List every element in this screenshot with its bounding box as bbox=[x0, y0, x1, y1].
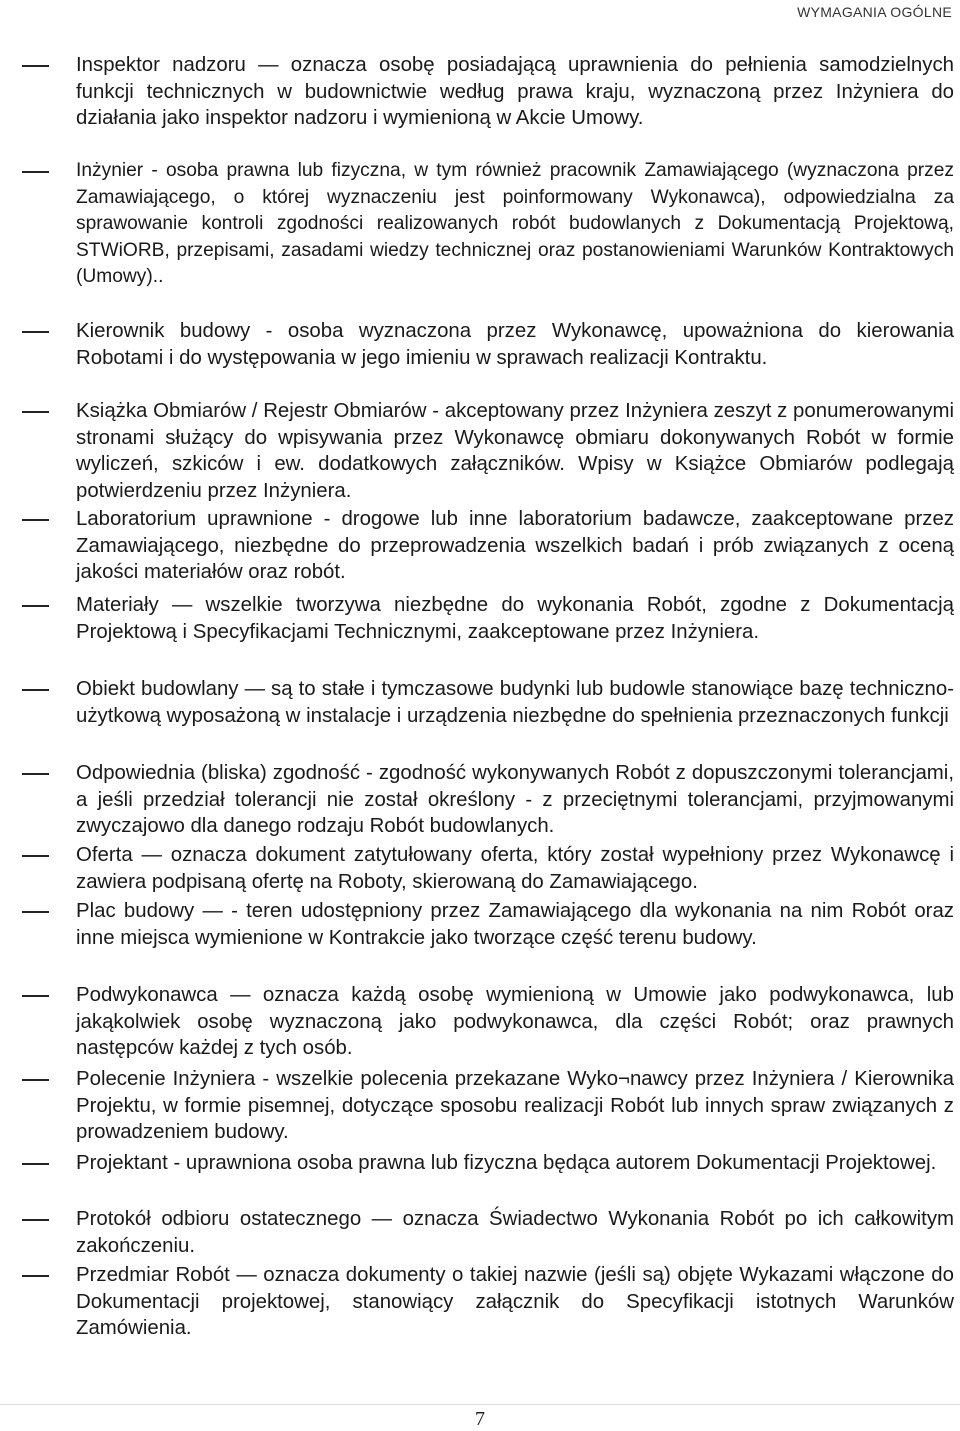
definition-text: Protokół odbioru ostatecznego — oznacza Świadectwo Wykonania Robót po ich całkowitym zakończeniu. bbox=[76, 1208, 954, 1257]
definition-text: Przedmiar Robót — oznacza dokumenty o takiej nazwie (jeśli są) objęte Wykazami włączone do Dokumentacji projektowej, stanowiący załącznik do Specyfikacji istotnych Warunków Zamówienia. bbox=[76, 1264, 954, 1339]
definition-text: Odpowiednia (bliska) zgodność - zgodność wykonywanych Robót z dopuszczonymi tolerancjami, a jeśli przedział tolerancji nie został określony - z przeciętnymi tolerancjami, przyjmowanymi zwyczajowo dla danego rodzaju Robót budowlanych. bbox=[76, 762, 954, 837]
definition-item bbox=[22, 1150, 954, 1206]
dash-bullet bbox=[22, 605, 49, 607]
definition-item bbox=[22, 982, 954, 1066]
definition-text: Kierownik budowy - osoba wyznaczona przez Wykonawcę, upoważniona do kierowania Robotami i do występowania w jego imieniu w sprawach realizacji Kontraktu. bbox=[76, 320, 954, 369]
definition-item bbox=[22, 592, 954, 676]
dash-bullet bbox=[22, 689, 49, 691]
definition-item bbox=[22, 318, 954, 398]
definition-text: Polecenie Inżyniera - wszelkie polecenia przekazane Wyko¬nawcy przez Inżyniera / Kierownika Projektu, w formie pisemnej, dotyczące sposobu realizacji Robót lub innych spraw związanych z prowadzeniem budowy. bbox=[76, 1068, 954, 1143]
definition-item bbox=[22, 760, 954, 842]
definition-text: Inżynier - osoba prawna lub fizyczna, w tym również pracownik Zamawiającego (wyznaczona przez Zamawiającego, o której wyznaczeniu jest poinformowany Wykonawca), odpowiedzialna za sprawowanie kontroli zgodności realizowanych robót budowlanych z Dokumentacją Projektową, STWiORB, przepisami, zasadami wiedzy technicznej oraz postanowieniami Warunków Kontraktowych (Umowy).. bbox=[76, 160, 954, 287]
definition-item bbox=[22, 1206, 954, 1262]
definition-text: Obiekt budowlany — są to stałe i tymczasowe budynki lub budowle stanowiące bazę techniczno-użytkową wyposażoną w instalacje i urządzenia niezbędne do spełnienia przeznaczonych funkcji bbox=[76, 678, 954, 727]
dash-bullet bbox=[22, 331, 49, 333]
definition-text: Podwykonawca — oznacza każdą osobę wymienioną w Umowie jako podwykonawca, lub jakąkolwiek osobę wyznaczoną jako podwykonawca, dla części Robót; oraz prawnych następców każdej z tych osób. bbox=[76, 984, 954, 1059]
dash-bullet bbox=[22, 995, 49, 997]
definition-item bbox=[22, 898, 954, 982]
definition-item bbox=[22, 52, 954, 158]
dash-bullet bbox=[22, 411, 49, 413]
definition-item bbox=[22, 158, 954, 318]
definition-text: Inspektor nadzoru — oznacza osobę posiadającą uprawnienia do pełnienia samodzielnych funkcji technicznych w budownictwie według prawa kraju, wyznaczoną przez Inżyniera do działania jako inspektor nadzoru i wymienioną w Akcie Umowy. bbox=[76, 54, 954, 129]
footer-divider bbox=[0, 1404, 960, 1405]
definition-item bbox=[22, 1262, 954, 1346]
definition-text: Projektant - uprawniona osoba prawna lub fizyczna będąca autorem Dokumentacji Projektowej. bbox=[76, 1152, 937, 1174]
dash-bullet bbox=[22, 855, 49, 857]
definition-text: Oferta — oznacza dokument zatytułowany oferta, który został wypełniony przez Wykonawcę i zawiera podpisaną ofertę na Roboty, skierowaną do Zamawiającego. bbox=[76, 844, 954, 893]
definitions-list bbox=[22, 52, 954, 1346]
dash-bullet bbox=[22, 65, 49, 67]
dash-bullet bbox=[22, 911, 49, 913]
definition-text: Materiały — wszelkie tworzywa niezbędne do wykonania Robót, zgodne z Dokumentacją Projektową i Specyfikacjami Technicznymi, zaakceptowane przez Inżyniera. bbox=[76, 594, 954, 643]
definition-text: Laboratorium uprawnione - drogowe lub inne laboratorium badawcze, zaakceptowane przez Zamawiającego, niezbędne do przeprowadzenia wszelkich badań i prób związanych z oceną jakości materiałów oraz robót. bbox=[76, 508, 954, 583]
definition-item bbox=[22, 676, 954, 760]
dash-bullet bbox=[22, 1275, 49, 1277]
definition-text: Plac budowy — - teren udostępniony przez Zamawiającego dla wykonania na nim Robót oraz inne miejsca wymienione w Kontrakcie jako tworzące część terenu budowy. bbox=[76, 900, 954, 949]
page-number: 7 bbox=[475, 1408, 485, 1430]
dash-bullet bbox=[22, 773, 49, 775]
dash-bullet bbox=[22, 1079, 49, 1081]
dash-bullet bbox=[22, 1163, 49, 1165]
definition-item bbox=[22, 398, 954, 506]
dash-bullet bbox=[22, 1219, 49, 1221]
definition-text: Książka Obmiarów / Rejestr Obmiarów - akceptowany przez Inżyniera zeszyt z ponumerowanymi stronami służący do wpisywania przez Wykonawcę obmiaru dokonywanych Robót w formie wyliczeń, szkiców i ew. dodatkowych załączników. Wpisy w Książce Obmiarów podlegają potwierdzeniu przez Inżyniera. bbox=[76, 400, 954, 502]
definition-item bbox=[22, 1066, 954, 1150]
dash-bullet bbox=[22, 171, 49, 173]
dash-bullet bbox=[22, 519, 49, 521]
running-header: WYMAGANIA OGÓLNE bbox=[797, 4, 952, 20]
definition-item bbox=[22, 842, 954, 898]
definition-item bbox=[22, 506, 954, 592]
